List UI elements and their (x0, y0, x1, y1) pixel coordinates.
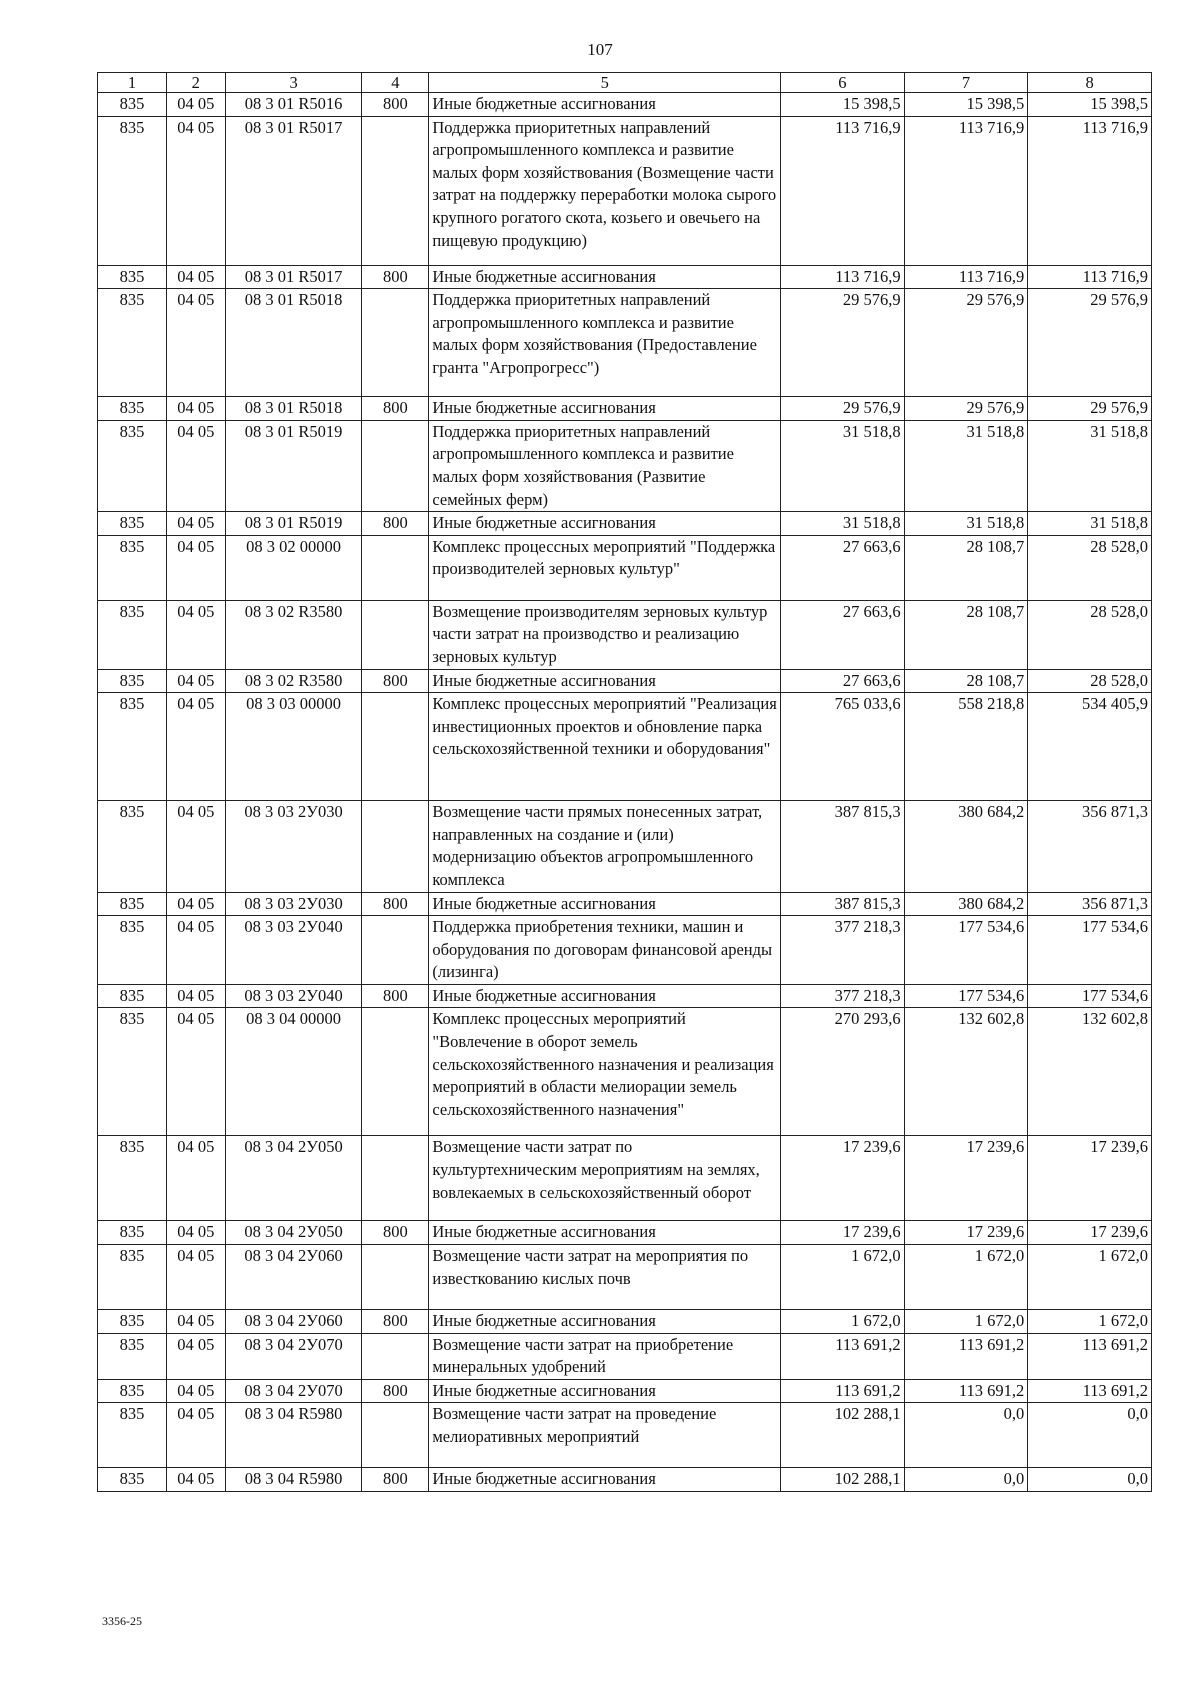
cell-admin-code: 835 (98, 916, 167, 985)
cell-expense-type (362, 693, 429, 801)
cell-target-article: 08 3 04 00000 (225, 1008, 362, 1136)
cell-target-article: 08 3 03 2У040 (225, 916, 362, 985)
cell-expense-type (362, 420, 429, 511)
cell-target-article: 08 3 04 R5980 (225, 1468, 362, 1492)
table-row (98, 420, 1152, 511)
cell-admin-code: 835 (98, 693, 167, 801)
cell-amount-year2: 17 239,6 (904, 1221, 1028, 1245)
cell-admin-code: 835 (98, 289, 167, 397)
cell-amount-year3: 113 716,9 (1028, 116, 1152, 265)
table-row (98, 1379, 1152, 1403)
cell-amount-year3: 17 239,6 (1028, 1221, 1152, 1245)
cell-description: Поддержка приоритетных направлений агропромышленного комплекса и развитие малых форм хозяйствования (Предоставление гранта "Агропрогресс") (429, 289, 781, 397)
cell-amount-year2: 28 108,7 (904, 600, 1028, 669)
cell-description: Комплекс процессных мероприятий "Поддержка производителей зерновых культур" (429, 535, 781, 600)
cell-description: Поддержка приоритетных направлений агропромышленного комплекса и развитие малых форм хозяйствования (Развитие семейных ферм) (429, 420, 781, 511)
cell-amount-year3: 356 871,3 (1028, 801, 1152, 892)
cell-amount-year1: 17 239,6 (781, 1221, 905, 1245)
cell-target-article: 08 3 01 R5017 (225, 265, 362, 289)
cell-section: 04 05 (166, 1468, 225, 1492)
cell-amount-year2: 29 576,9 (904, 397, 1028, 421)
cell-section: 04 05 (166, 1245, 225, 1310)
cell-admin-code: 835 (98, 1221, 167, 1245)
table-row (98, 1221, 1152, 1245)
cell-amount-year2: 1 672,0 (904, 1310, 1028, 1334)
cell-amount-year1: 31 518,8 (781, 420, 905, 511)
table-row (98, 693, 1152, 801)
cell-amount-year2: 380 684,2 (904, 892, 1028, 916)
cell-amount-year3: 28 528,0 (1028, 600, 1152, 669)
cell-description: Иные бюджетные ассигнования (429, 1221, 781, 1245)
cell-admin-code: 835 (98, 512, 167, 536)
cell-amount-year3: 17 239,6 (1028, 1136, 1152, 1221)
cell-section: 04 05 (166, 93, 225, 117)
cell-section: 04 05 (166, 600, 225, 669)
cell-expense-type (362, 1136, 429, 1221)
cell-admin-code: 835 (98, 535, 167, 600)
cell-amount-year3: 31 518,8 (1028, 420, 1152, 511)
cell-target-article: 08 3 01 R5017 (225, 116, 362, 265)
table-row (98, 289, 1152, 397)
cell-amount-year2: 113 691,2 (904, 1379, 1028, 1403)
cell-target-article: 08 3 02 00000 (225, 535, 362, 600)
cell-target-article: 08 3 04 2У060 (225, 1310, 362, 1334)
cell-target-article: 08 3 01 R5019 (225, 420, 362, 511)
cell-admin-code: 835 (98, 1245, 167, 1310)
cell-admin-code: 835 (98, 1136, 167, 1221)
table-row (98, 265, 1152, 289)
cell-amount-year1: 113 716,9 (781, 116, 905, 265)
cell-target-article: 08 3 04 2У050 (225, 1221, 362, 1245)
column-header: 5 (429, 73, 781, 93)
cell-section: 04 05 (166, 116, 225, 265)
cell-target-article: 08 3 04 2У060 (225, 1245, 362, 1310)
table-row (98, 892, 1152, 916)
cell-amount-year1: 377 218,3 (781, 984, 905, 1008)
cell-amount-year3: 28 528,0 (1028, 669, 1152, 693)
cell-expense-type (362, 116, 429, 265)
cell-amount-year2: 28 108,7 (904, 535, 1028, 600)
cell-amount-year3: 31 518,8 (1028, 512, 1152, 536)
cell-amount-year3: 534 405,9 (1028, 693, 1152, 801)
cell-section: 04 05 (166, 1379, 225, 1403)
document-code: 3356-25 (102, 1614, 142, 1628)
budget-table (97, 72, 1152, 1492)
cell-amount-year2: 380 684,2 (904, 801, 1028, 892)
cell-section: 04 05 (166, 1333, 225, 1379)
cell-amount-year1: 1 672,0 (781, 1310, 905, 1334)
cell-description: Иные бюджетные ассигнования (429, 265, 781, 289)
cell-expense-type: 800 (362, 1221, 429, 1245)
cell-description: Иные бюджетные ассигнования (429, 984, 781, 1008)
table-row (98, 116, 1152, 265)
cell-expense-type (362, 1245, 429, 1310)
cell-admin-code: 835 (98, 1310, 167, 1334)
cell-amount-year1: 27 663,6 (781, 669, 905, 693)
cell-expense-type (362, 1333, 429, 1379)
cell-amount-year3: 0,0 (1028, 1468, 1152, 1492)
cell-amount-year3: 177 534,6 (1028, 984, 1152, 1008)
cell-target-article: 08 3 03 00000 (225, 693, 362, 801)
cell-amount-year1: 17 239,6 (781, 1136, 905, 1221)
cell-amount-year3: 356 871,3 (1028, 892, 1152, 916)
column-header: 4 (362, 73, 429, 93)
table-row (98, 397, 1152, 421)
cell-amount-year2: 113 691,2 (904, 1333, 1028, 1379)
cell-expense-type: 800 (362, 892, 429, 916)
cell-admin-code: 835 (98, 984, 167, 1008)
cell-expense-type: 800 (362, 1310, 429, 1334)
cell-target-article: 08 3 03 2У030 (225, 801, 362, 892)
cell-description: Иные бюджетные ассигнования (429, 512, 781, 536)
cell-description: Возмещение части прямых понесенных затрат, направленных на создание и (или) модернизацию объектов агропромышленного комплекса (429, 801, 781, 892)
cell-section: 04 05 (166, 420, 225, 511)
column-header: 1 (98, 73, 167, 93)
cell-expense-type (362, 801, 429, 892)
table-row (98, 916, 1152, 985)
cell-target-article: 08 3 01 R5018 (225, 289, 362, 397)
cell-amount-year1: 27 663,6 (781, 535, 905, 600)
cell-amount-year2: 29 576,9 (904, 289, 1028, 397)
cell-amount-year3: 1 672,0 (1028, 1245, 1152, 1310)
cell-section: 04 05 (166, 1403, 225, 1468)
cell-expense-type: 800 (362, 984, 429, 1008)
cell-amount-year2: 0,0 (904, 1403, 1028, 1468)
cell-description: Иные бюджетные ассигнования (429, 669, 781, 693)
cell-amount-year1: 102 288,1 (781, 1403, 905, 1468)
cell-target-article: 08 3 04 2У050 (225, 1136, 362, 1221)
cell-amount-year2: 15 398,5 (904, 93, 1028, 117)
cell-admin-code: 835 (98, 892, 167, 916)
column-header: 2 (166, 73, 225, 93)
cell-section: 04 05 (166, 892, 225, 916)
cell-amount-year2: 113 716,9 (904, 265, 1028, 289)
cell-description: Иные бюджетные ассигнования (429, 1379, 781, 1403)
cell-amount-year1: 113 691,2 (781, 1333, 905, 1379)
cell-admin-code: 835 (98, 1379, 167, 1403)
cell-amount-year1: 113 691,2 (781, 1379, 905, 1403)
cell-amount-year3: 113 691,2 (1028, 1379, 1152, 1403)
table-row (98, 512, 1152, 536)
cell-admin-code: 835 (98, 1333, 167, 1379)
column-header: 7 (904, 73, 1028, 93)
cell-description: Иные бюджетные ассигнования (429, 892, 781, 916)
cell-target-article: 08 3 04 R5980 (225, 1403, 362, 1468)
table-row (98, 1468, 1152, 1492)
cell-amount-year1: 1 672,0 (781, 1245, 905, 1310)
cell-amount-year2: 31 518,8 (904, 420, 1028, 511)
cell-amount-year2: 0,0 (904, 1468, 1028, 1492)
cell-section: 04 05 (166, 397, 225, 421)
table-row (98, 600, 1152, 669)
cell-amount-year1: 102 288,1 (781, 1468, 905, 1492)
cell-amount-year1: 29 576,9 (781, 289, 905, 397)
cell-description: Иные бюджетные ассигнования (429, 1468, 781, 1492)
cell-description: Возмещение части затрат на приобретение минеральных удобрений (429, 1333, 781, 1379)
cell-section: 04 05 (166, 512, 225, 536)
cell-section: 04 05 (166, 265, 225, 289)
cell-amount-year1: 387 815,3 (781, 892, 905, 916)
cell-amount-year2: 132 602,8 (904, 1008, 1028, 1136)
cell-amount-year2: 17 239,6 (904, 1136, 1028, 1221)
cell-target-article: 08 3 03 2У040 (225, 984, 362, 1008)
cell-description: Поддержка приоритетных направлений агропромышленного комплекса и развитие малых форм хозяйствования (Возмещение части затрат на поддержку переработки молока сырого крупного рогатого скота, козьего и овечьего на пищевую продукцию) (429, 116, 781, 265)
cell-section: 04 05 (166, 1008, 225, 1136)
cell-amount-year3: 1 672,0 (1028, 1310, 1152, 1334)
table-row (98, 984, 1152, 1008)
cell-target-article: 08 3 04 2У070 (225, 1333, 362, 1379)
cell-section: 04 05 (166, 984, 225, 1008)
cell-amount-year1: 27 663,6 (781, 600, 905, 669)
cell-description: Возмещение части затрат по культуртехническим мероприятиям на землях, вовлекаемых в сельскохозяйственный оборот (429, 1136, 781, 1221)
cell-admin-code: 835 (98, 93, 167, 117)
cell-target-article: 08 3 02 R3580 (225, 669, 362, 693)
cell-amount-year3: 0,0 (1028, 1403, 1152, 1468)
cell-expense-type: 800 (362, 669, 429, 693)
table-row (98, 1333, 1152, 1379)
cell-section: 04 05 (166, 535, 225, 600)
cell-target-article: 08 3 01 R5019 (225, 512, 362, 536)
cell-amount-year3: 113 716,9 (1028, 265, 1152, 289)
cell-admin-code: 835 (98, 1403, 167, 1468)
cell-expense-type: 800 (362, 397, 429, 421)
column-header: 3 (225, 73, 362, 93)
cell-description: Комплекс процессных мероприятий "Реализация инвестиционных проектов и обновление парка сельскохозяйственной техники и оборудования" (429, 693, 781, 801)
cell-admin-code: 835 (98, 265, 167, 289)
cell-amount-year1: 113 716,9 (781, 265, 905, 289)
table-row (98, 1310, 1152, 1334)
cell-description: Иные бюджетные ассигнования (429, 93, 781, 117)
page-number: 107 (587, 40, 613, 59)
cell-amount-year1: 15 398,5 (781, 93, 905, 117)
table-row (98, 1245, 1152, 1310)
cell-section: 04 05 (166, 916, 225, 985)
cell-target-article: 08 3 02 R3580 (225, 600, 362, 669)
cell-section: 04 05 (166, 1136, 225, 1221)
cell-expense-type: 800 (362, 1379, 429, 1403)
cell-expense-type (362, 916, 429, 985)
column-header: 6 (781, 73, 905, 93)
cell-amount-year2: 31 518,8 (904, 512, 1028, 536)
table-row (98, 93, 1152, 117)
cell-description: Поддержка приобретения техники, машин и оборудования по договорам финансовой аренды (лизинга) (429, 916, 781, 985)
cell-amount-year3: 177 534,6 (1028, 916, 1152, 985)
cell-target-article: 08 3 03 2У030 (225, 892, 362, 916)
cell-expense-type: 800 (362, 1468, 429, 1492)
table-row (98, 801, 1152, 892)
header-row (98, 73, 1152, 93)
cell-target-article: 08 3 01 R5018 (225, 397, 362, 421)
cell-amount-year1: 31 518,8 (781, 512, 905, 536)
cell-amount-year1: 29 576,9 (781, 397, 905, 421)
cell-expense-type (362, 535, 429, 600)
cell-section: 04 05 (166, 693, 225, 801)
cell-admin-code: 835 (98, 1008, 167, 1136)
cell-admin-code: 835 (98, 600, 167, 669)
cell-description: Иные бюджетные ассигнования (429, 1310, 781, 1334)
cell-description: Возмещение части затрат на проведение мелиоративных мероприятий (429, 1403, 781, 1468)
column-header: 8 (1028, 73, 1152, 93)
cell-amount-year3: 29 576,9 (1028, 397, 1152, 421)
cell-admin-code: 835 (98, 397, 167, 421)
cell-amount-year1: 270 293,6 (781, 1008, 905, 1136)
cell-expense-type: 800 (362, 93, 429, 117)
table-row (98, 535, 1152, 600)
cell-amount-year2: 113 716,9 (904, 116, 1028, 265)
cell-amount-year2: 1 672,0 (904, 1245, 1028, 1310)
cell-section: 04 05 (166, 801, 225, 892)
cell-expense-type: 800 (362, 512, 429, 536)
cell-amount-year3: 28 528,0 (1028, 535, 1152, 600)
cell-section: 04 05 (166, 669, 225, 693)
cell-amount-year3: 132 602,8 (1028, 1008, 1152, 1136)
cell-target-article: 08 3 01 R5016 (225, 93, 362, 117)
cell-expense-type: 800 (362, 265, 429, 289)
table-row (98, 1008, 1152, 1136)
cell-amount-year3: 15 398,5 (1028, 93, 1152, 117)
cell-expense-type (362, 1008, 429, 1136)
cell-expense-type (362, 600, 429, 669)
cell-amount-year1: 765 033,6 (781, 693, 905, 801)
table-row (98, 669, 1152, 693)
cell-amount-year3: 113 691,2 (1028, 1333, 1152, 1379)
cell-description: Комплекс процессных мероприятий "Вовлечение в оборот земель сельскохозяйственного назначения и реализация мероприятий в области мелиорации земель сельскохозяйственного назначения" (429, 1008, 781, 1136)
cell-target-article: 08 3 04 2У070 (225, 1379, 362, 1403)
cell-amount-year3: 29 576,9 (1028, 289, 1152, 397)
cell-admin-code: 835 (98, 669, 167, 693)
cell-amount-year2: 177 534,6 (904, 984, 1028, 1008)
table-row (98, 1403, 1152, 1468)
cell-description: Иные бюджетные ассигнования (429, 397, 781, 421)
cell-expense-type (362, 289, 429, 397)
cell-section: 04 05 (166, 1221, 225, 1245)
cell-amount-year1: 387 815,3 (781, 801, 905, 892)
cell-description: Возмещение части затрат на мероприятия по известкованию кислых почв (429, 1245, 781, 1310)
table-row (98, 1136, 1152, 1221)
cell-expense-type (362, 1403, 429, 1468)
cell-admin-code: 835 (98, 420, 167, 511)
cell-section: 04 05 (166, 289, 225, 397)
cell-section: 04 05 (166, 1310, 225, 1334)
cell-amount-year1: 377 218,3 (781, 916, 905, 985)
cell-amount-year2: 28 108,7 (904, 669, 1028, 693)
cell-admin-code: 835 (98, 1468, 167, 1492)
cell-amount-year2: 177 534,6 (904, 916, 1028, 985)
cell-admin-code: 835 (98, 116, 167, 265)
cell-admin-code: 835 (98, 801, 167, 892)
cell-amount-year2: 558 218,8 (904, 693, 1028, 801)
cell-description: Возмещение производителям зерновых культур части затрат на производство и реализацию зерновых культур (429, 600, 781, 669)
